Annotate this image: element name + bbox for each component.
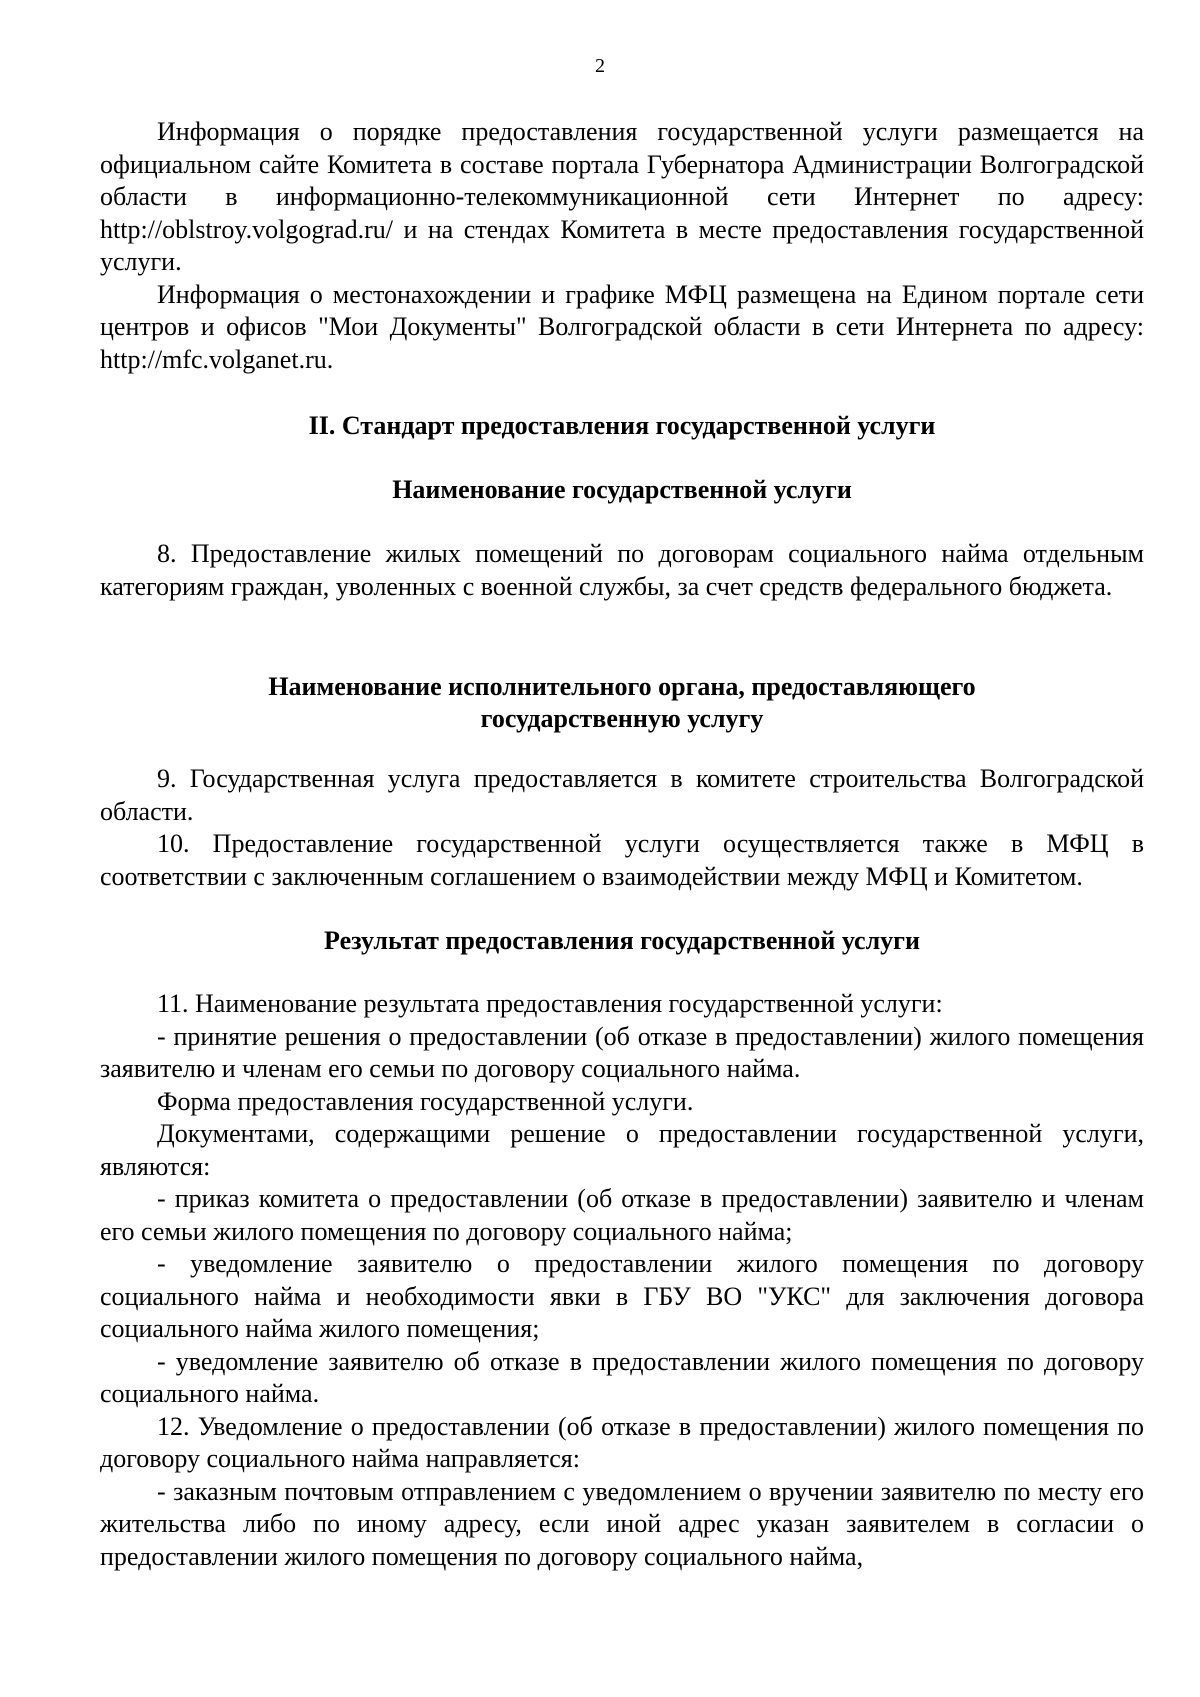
subheading [100,671,1144,735]
subheading-line: Наименование исполнительного органа, предоставляющего [268,672,976,701]
page-number: 2 [595,55,605,77]
paragraph: - уведомление заявителю об отказе в предоставлении жилого помещения по договору социального найма. [100,1346,1144,1408]
organ-section [100,763,1144,893]
paragraph: 12. Уведомление о предоставлении (об отказе в предоставлении) жилого помещения по договору социального найма направляется: [100,1411,1144,1473]
subheading-line: государственную услугу [480,704,764,733]
paragraph: - уведомление заявителю о предоставлении жилого помещения по договору социального найма и необходимости явки в ГБУ ВО "УКС" для заключения договора социального найма жилого помещения; [100,1249,1144,1343]
paragraph: 8. Предоставление жилых помещений по договорам социального найма отдельным категориям граждан, уволенных с военной службы, за счет средств федерального бюджета. [100,539,1144,601]
paragraph: Документами, содержащими решение о предоставлении государственной услуги, являются: [100,1119,1144,1181]
paragraph: Информация о местонахождении и графике МФЦ размещена на Едином портале сети центров и офисов "Мои Документы" Волгоградской области в сети Интернета по адресу: http://mfc.volganet.ru. [100,279,1144,374]
paragraph: - приказ комитета о предоставлении (об отказе в предоставлении) заявителю и членам его семьи жилого помещения по договору социального найма; [100,1184,1144,1246]
paragraph: 10. Предоставление государственной услуги осуществляется также в МФЦ в соответствии с заключенным соглашением о взаимодействии между МФЦ и Комитетом. [100,829,1144,891]
subheading: Результат предоставления государственной услуги [324,926,920,955]
subheading: Наименование государственной услуги [392,475,852,504]
section-heading: II. Стандарт предоставления государственной услуги [308,411,936,440]
paragraph: Информация о порядке предоставления государственной услуги размещается на официальном сайте Комитета в составе портала Губернатора Администрации Волгоградской области в информационно-телекоммуникационной сети Интернет по адресу: http://oblstroy.volgograd.ru/ и на стендах Комитета в месте предоставления государственной услуги. [100,117,1144,276]
paragraph: - заказным почтовым отправлением с уведомлением о вручении заявителю по месту его жительства либо по иному адресу, если иной адрес указан заявителем в согласии о предоставлении жилого помещения по договору социального найма, [100,1476,1144,1571]
paragraph: 9. Государственная услуга предоставляется в комитете строительства Волгоградской области. [100,764,1144,826]
result-section [100,988,1144,1573]
paragraph: 11. Наименование результата предоставления государственной услуги: [157,989,943,1018]
intro-section [100,116,1144,376]
paragraph: - принятие решения о предоставлении (об отказе в предоставлении) жилого помещения заявителю и членам его семьи по договору социального найма. [100,1021,1144,1083]
service-name-section [100,538,1144,603]
paragraph: Форма предоставления государственной услуги. [157,1086,694,1116]
